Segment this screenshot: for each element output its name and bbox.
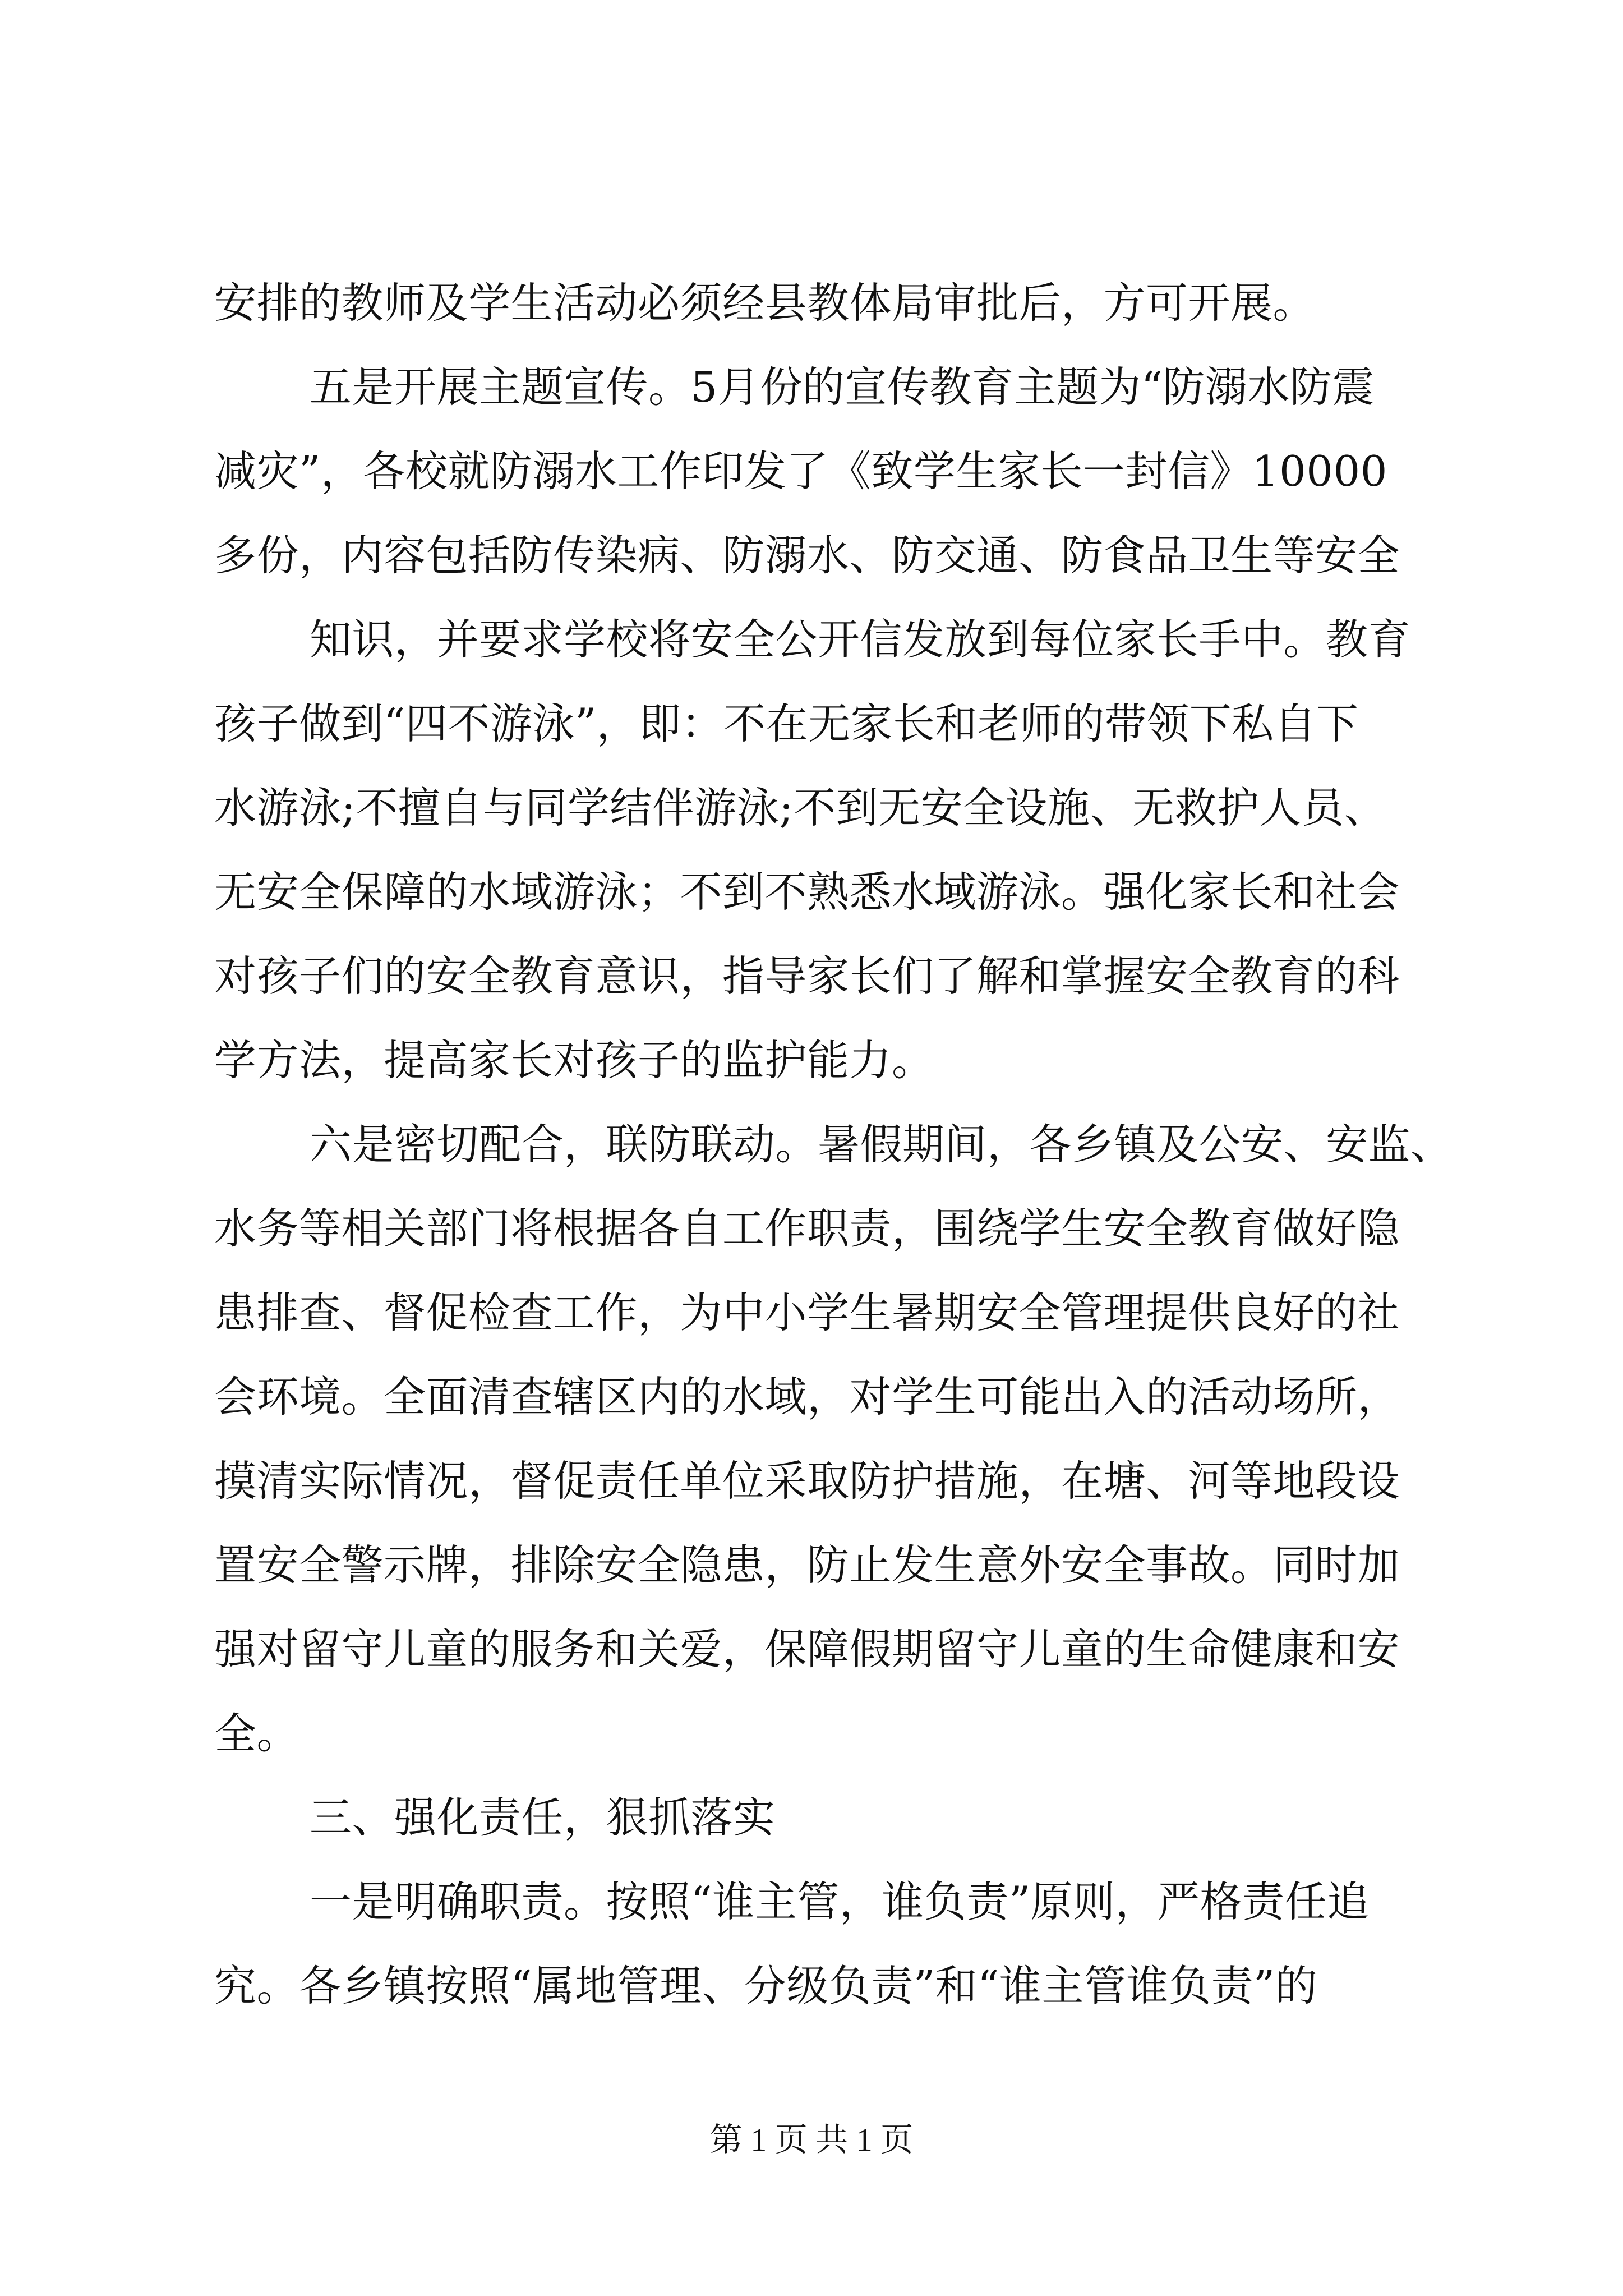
text-line: 知识，并要求学校将安全公开信发放到每位家长手中。教育: [310, 615, 1411, 664]
page-number-footer: 第 1 页 共 1 页: [709, 2122, 914, 2158]
text-line: 多份，内容包括防传染病、防溺水、防交通、防食品卫生等安全: [214, 531, 1400, 580]
text-line: 置安全警示牌，排除安全隐患，防止发生意外安全事故。同时加: [214, 1540, 1400, 1590]
text-line: 强对留守儿童的服务和关爱，保障假期留守儿童的生命健康和安: [214, 1625, 1400, 1674]
text-line: 水游泳;不擅自与同学结伴游泳;不到无安全设施、无救护人员、: [214, 783, 1387, 832]
text-line: 全。: [214, 1709, 299, 1758]
text-line: 会环境。全面清查辖区内的水域，对学生可能出入的活动场所，: [214, 1372, 1400, 1421]
text-line: 孩子做到“四不游泳”，即：不在无家长和老师的带领下私自下: [214, 699, 1359, 748]
text-line: 对孩子们的安全教育意识，指导家长们了解和掌握安全教育的科: [214, 951, 1400, 1001]
text-line: 无安全保障的水域游泳；不到不熟悉水域游泳。强化家长和社会: [214, 867, 1400, 917]
text-line: 学方法，提高家长对孩子的监护能力。: [214, 1036, 934, 1085]
text-line: 究。各乡镇按照“属地管理、分级负责”和“谁主管谁负责”的: [214, 1961, 1318, 2010]
text-line: 安排的教师及学生活动必须经县教体局审批后，方可开展。: [214, 278, 1316, 328]
text-line: 摸清实际情况，督促责任单位采取防护措施，在塘、河等地段设: [214, 1456, 1400, 1506]
document-body: [214, 261, 1453, 2028]
text-line: 五是开展主题宣传。5月份的宣传教育主题为“防溺水防震: [310, 362, 1375, 412]
text-line: 一是明确职责。按照“谁主管，谁负责”原则，严格责任追: [310, 1877, 1370, 1926]
section-heading: 三、强化责任，狠抓落实: [310, 1793, 776, 1842]
text-line: 患排查、督促检查工作，为中小学生暑期安全管理提供良好的社: [214, 1288, 1400, 1337]
text-line: 减灾”，各校就防溺水工作印发了《致学生家长一封信》10000: [214, 447, 1387, 496]
text-line: 水务等相关部门将根据各自工作职责，围绕学生安全教育做好隐: [214, 1204, 1400, 1253]
text-line: 六是密切配合，联防联动。暑假期间，各乡镇及公安、安监、: [310, 1120, 1453, 1169]
